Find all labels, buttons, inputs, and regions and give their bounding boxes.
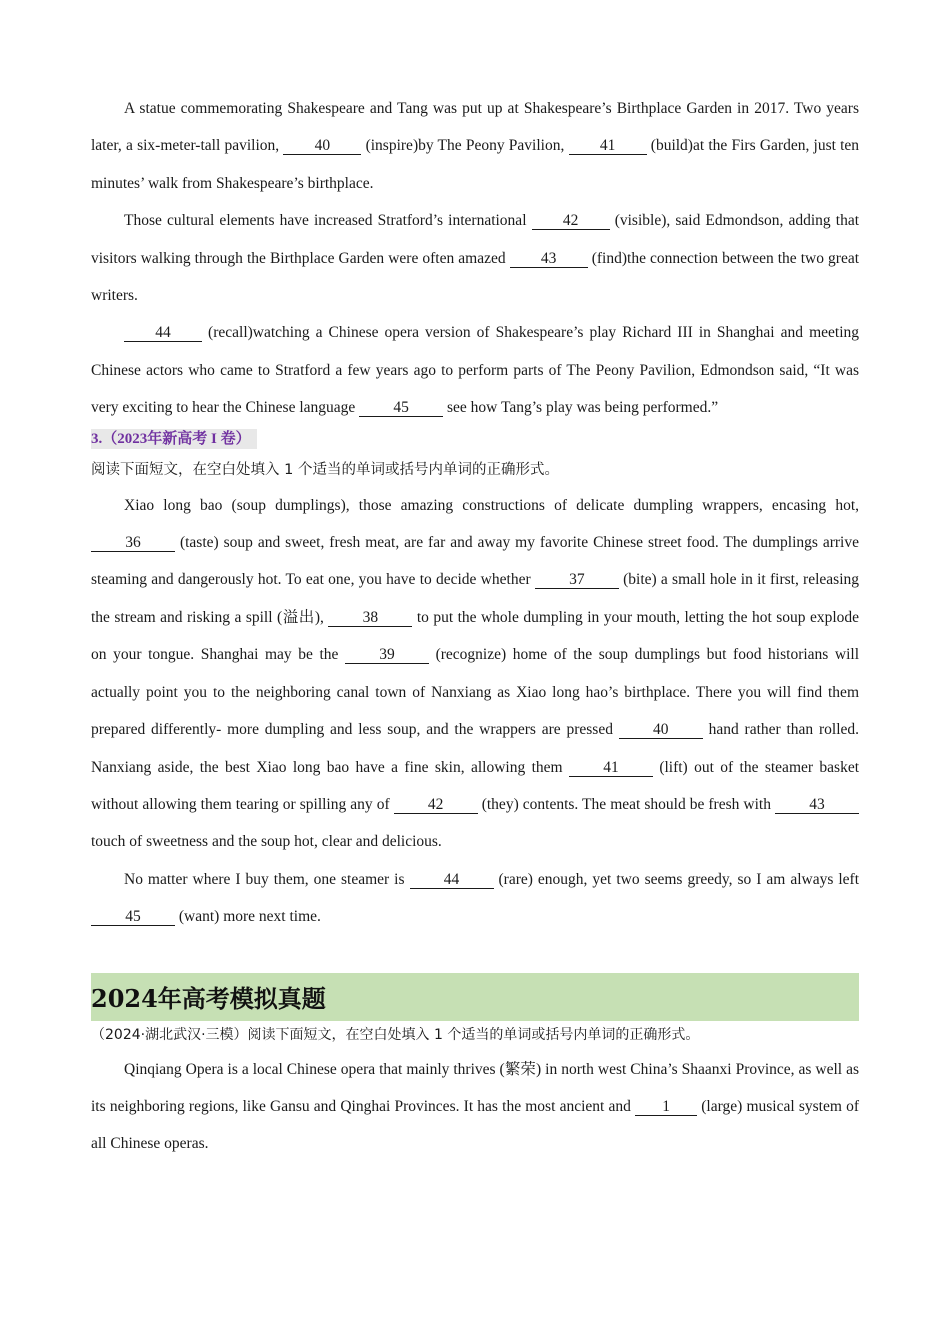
- blank-1[interactable]: 1: [635, 1098, 697, 1116]
- blank-45b[interactable]: 45: [91, 908, 175, 926]
- blank-44[interactable]: 44: [124, 324, 202, 342]
- section-2024-instruction: （2024·湖北武汉·三模）阅读下面短文，在空白处填入 1 个适当的单词或括号内单词的正确形式。: [91, 1026, 700, 1043]
- blank-42[interactable]: 42: [532, 212, 610, 230]
- blank-40[interactable]: 40: [283, 137, 361, 155]
- paragraph-statue: [91, 90, 859, 202]
- text: Qinqiang Opera is a local Chinese opera that mainly thrives (繁荣) in north west China’s Shaanxi Province, as well as its neighboring regions, like Gansu and Qinghai Provinces. It has the most ancient and: [91, 1060, 859, 1115]
- text: Xiao long bao (soup dumplings), those amazing constructions of delicate dumpling wrappers, encasing hot,: [124, 496, 859, 514]
- paragraph-no-matter: [91, 861, 859, 936]
- text: (taste) soup and sweet, fresh meat, are far and away my favorite Chinese street food. The dumplings arrive steaming and dangerously hot. To eat one, you have to decide whether: [91, 534, 859, 589]
- text: (rare) enough, yet two seems greedy, so I am always left: [498, 870, 860, 888]
- paragraph-recall: [91, 314, 859, 426]
- blank-43b[interactable]: 43: [775, 796, 859, 814]
- blank-38[interactable]: 38: [328, 609, 412, 627]
- blank-37[interactable]: 37: [535, 571, 619, 589]
- text: No matter where I buy them, one steamer is: [124, 870, 405, 888]
- paragraph-cultural: [91, 202, 859, 314]
- text: (they) contents. The meat should be fresh with: [481, 795, 771, 813]
- section-2024-heading: 2024年高考模拟真题: [91, 984, 326, 1014]
- text: (inspire)by The Peony Pavilion,: [365, 137, 565, 155]
- text: (want) more next time.: [178, 908, 321, 926]
- blank-42b[interactable]: 42: [394, 796, 478, 814]
- text: (recall)watching a Chinese opera version of Shakespeare’s play Richard III in Shanghai and meeting Chinese actors who came to Stratford a few years ago to perform parts of The Peony Pavilion, Edmondson said, “It was very exciting to hear the Chinese language: [91, 324, 860, 417]
- text: (find)the connection between the two great writers.: [91, 249, 860, 305]
- blank-36[interactable]: 36: [91, 534, 175, 552]
- text: touch of sweetness and the soup hot, clear and delicious.: [91, 833, 442, 851]
- text: (visible), said Edmondson, adding that visitors walking through the Birthplace Garden were often amazed: [91, 212, 860, 267]
- blank-45[interactable]: 45: [359, 399, 443, 417]
- text: (lift) out of the steamer basket without allowing them tearing or spilling any of: [91, 758, 860, 813]
- paragraph-xiao-long-bao: [91, 487, 859, 861]
- section-3-label: 3.（2023年新高考 I 卷）: [91, 429, 257, 449]
- text: (bite) a small hole in it first, releasing the stream and risking a spill (溢出),: [91, 571, 860, 626]
- text: see how Tang’s play was being performed.”: [447, 399, 719, 417]
- blank-41[interactable]: 41: [569, 137, 647, 155]
- text: Those cultural elements have increased Stratford’s international: [124, 212, 527, 230]
- blank-41b[interactable]: 41: [569, 759, 653, 777]
- text: (large) musical system of all Chinese operas.: [91, 1097, 860, 1153]
- text: (build)at the Firs Garden, just ten minutes’ walk from Shakespeare’s birthplace.: [91, 137, 860, 192]
- blank-43[interactable]: 43: [510, 250, 588, 268]
- text: A statue commemorating Shakespeare and Tang was put up at Shakespeare’s Birthplace Garden in 2017. Two years later, a six-meter-tall pavilion,: [91, 100, 859, 155]
- text: (recognize) home of the soup dumplings but food historians will actually point you to the neighboring canal town of Nanxiang as Xiao long hao’s birthplace. There you will find them prepared differently- more dumpling and less soup, and the wrappers are pressed: [91, 646, 860, 739]
- section-3-instruction: 阅读下面短文，在空白处填入 1 个适当的单词或括号内单词的正确形式。: [91, 461, 559, 478]
- blank-39[interactable]: 39: [345, 646, 429, 664]
- text: hand rather than rolled. Nanxiang aside, the best Xiao long bao have a fine skin, allowing them: [91, 721, 860, 776]
- section-3-label-row: [91, 427, 859, 453]
- blank-44b[interactable]: 44: [410, 871, 494, 889]
- document-page: [91, 90, 859, 1163]
- text: to put the whole dumpling in your mouth, letting the hot soup explode on your tongue. Shanghai may be the: [91, 608, 860, 664]
- paragraph-qinqiang: [91, 1051, 859, 1163]
- blank-40b[interactable]: 40: [619, 721, 703, 739]
- section-2024-header: [91, 973, 859, 1021]
